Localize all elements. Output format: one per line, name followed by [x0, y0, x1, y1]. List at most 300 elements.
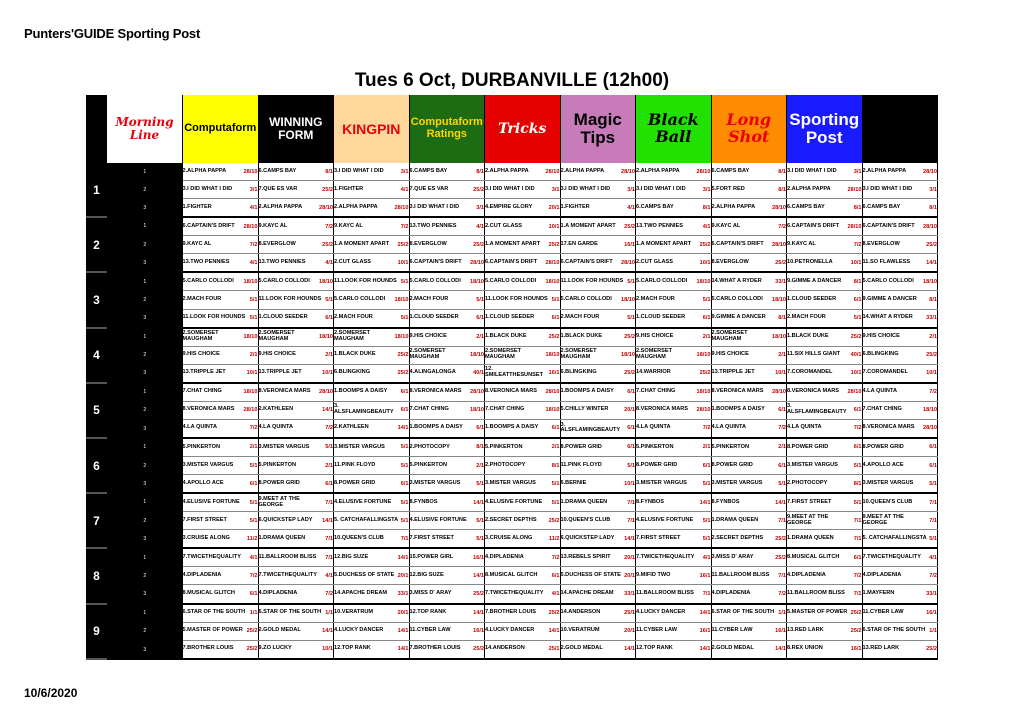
odds: 33/1 — [775, 278, 786, 285]
tip-cell — [334, 457, 410, 475]
horse-name: 1.A MOMENT APART — [334, 240, 390, 247]
tip-cell — [183, 567, 259, 585]
tip-cell — [334, 181, 410, 199]
odds: 7/1 — [778, 517, 786, 524]
horse-name: 6.CAMPS BAY — [787, 203, 825, 210]
tip-cell — [636, 567, 712, 585]
odds: 25/2 — [699, 241, 711, 248]
odds: 2/1 — [249, 444, 258, 451]
selection-number: 3 — [107, 254, 183, 273]
tip-cell — [560, 217, 636, 236]
column-header-line: Post — [805, 128, 843, 147]
selection-number: 1 — [107, 383, 183, 402]
tip-cell — [183, 181, 259, 199]
tip-cell — [862, 419, 938, 438]
tip-cell-content — [183, 218, 258, 235]
tip-cell — [862, 254, 938, 273]
tip-cell — [560, 236, 636, 254]
tip-cell — [711, 328, 787, 347]
table-row — [86, 181, 938, 199]
odds: 4/1 — [249, 204, 258, 211]
odds: 18/10 — [319, 334, 333, 341]
horse-name: 14.WHAT A RYDER — [711, 277, 762, 284]
horse-name: 9.HIS CHOICE — [636, 333, 674, 340]
tip-cell — [258, 199, 334, 218]
tip-cell — [787, 622, 863, 640]
horse-name: 1.BLACK DUKE — [485, 333, 527, 340]
tip-cell-content — [259, 439, 334, 456]
tip-cell-content — [183, 384, 258, 401]
tip-cell-content — [712, 254, 787, 271]
tip-cell — [258, 383, 334, 402]
odds: 16/1 — [926, 610, 937, 617]
tip-cell-content — [334, 567, 409, 584]
tip-cell — [183, 401, 259, 419]
odds: 10/1 — [850, 259, 862, 266]
tip-cell — [862, 622, 938, 640]
horse-name: 9.MEET AT THE GEORGE — [787, 513, 829, 526]
horse-name: 12. SMILEATTHESUNSET — [485, 366, 544, 379]
horse-name: 6.CAPTAIN'S DRIFT — [182, 222, 235, 229]
column-header-line: Computaform — [410, 116, 483, 129]
tip-cell-content — [183, 457, 258, 474]
table-row — [86, 272, 938, 291]
tip-cell-content — [259, 365, 334, 382]
odds: 7/1 — [853, 590, 862, 597]
horse-name: 3. ALSFLAMINGBEAUTY — [334, 403, 394, 416]
tip-cell-content — [485, 512, 560, 529]
odds: 5/1 — [929, 480, 937, 487]
horse-name: 3.MISTER VARGUS — [862, 479, 914, 486]
tip-cell-content — [183, 512, 258, 529]
tip-cell — [258, 419, 334, 438]
tip-cell-content — [787, 494, 862, 511]
table-row — [86, 401, 938, 419]
odds: 2/1 — [702, 444, 711, 451]
tip-cell — [183, 419, 259, 438]
tip-cell — [787, 640, 863, 659]
odds: 25/2 — [246, 646, 258, 653]
tip-cell — [711, 364, 787, 383]
tip-cell-content — [334, 181, 409, 198]
tip-cell-content — [636, 605, 711, 622]
tip-cell — [862, 236, 938, 254]
horse-name: 10.VERATRUM — [334, 609, 374, 616]
horse-name: 8.POWER GRID — [334, 479, 376, 486]
odds: 1/1 — [249, 610, 258, 617]
tip-cell-content — [183, 567, 258, 584]
odds: 18/10 — [545, 352, 560, 359]
tip-cell — [787, 364, 863, 383]
horse-name: 9.HIS CHOICE — [182, 351, 220, 358]
tip-cell — [409, 309, 485, 328]
tip-cell-content — [561, 163, 636, 180]
tip-cell — [258, 512, 334, 530]
horse-name: 13.TRIPPLE JET — [182, 369, 226, 376]
horse-name: 4.LA QUINTA — [182, 424, 217, 431]
tip-cell-content — [863, 585, 938, 602]
horse-name: 12.TOP RANK — [636, 645, 673, 652]
odds: 3/1 — [929, 186, 937, 193]
tip-cell — [711, 217, 787, 236]
tip-cell-content — [485, 254, 560, 271]
horse-name: 6.STAR OF THE SOUTH — [711, 609, 775, 616]
horse-name: 5.PINKERTON — [636, 443, 674, 450]
odds: 2/1 — [476, 334, 484, 341]
odds: 25/2 — [473, 186, 484, 193]
tip-cell — [862, 383, 938, 402]
tip-cell — [334, 217, 410, 236]
horse-name: 2.SECRET DEPTHS — [711, 534, 764, 541]
tip-cell — [862, 457, 938, 475]
tip-cell-content — [485, 530, 560, 547]
tip-cell — [183, 383, 259, 402]
tip-cell-content — [787, 310, 862, 327]
odds: 5/1 — [627, 315, 635, 322]
tip-cell-content — [863, 402, 938, 419]
tip-cell-content — [787, 365, 862, 382]
horse-name: 5.CHILLY WINTER — [560, 406, 609, 413]
tip-cell — [409, 383, 485, 402]
horse-name: 1.A MOMENT APART — [560, 222, 616, 229]
table-row — [86, 199, 938, 218]
horse-name: 5.CARLO COLLODI — [560, 296, 612, 303]
horse-name: 6.CAPTAIN'S DRIFT — [787, 222, 840, 229]
tip-cell — [636, 640, 712, 659]
odds: 6/1 — [551, 425, 560, 432]
odds: 7/2 — [853, 425, 862, 432]
selection-number: 1 — [107, 548, 183, 567]
horse-name: 2.MACH FOUR — [182, 296, 222, 303]
tip-cell-content — [787, 623, 862, 640]
odds: 6/1 — [400, 480, 409, 487]
odds: 25/2 — [322, 241, 333, 248]
tip-cell-content — [712, 163, 787, 180]
horse-name: 3.MISS D' ARAY — [409, 590, 452, 597]
tip-cell — [183, 622, 259, 640]
table-row — [86, 254, 938, 273]
horse-name: 5.PINKERTON — [258, 461, 297, 468]
odds: 25/2 — [322, 186, 333, 193]
horse-name: 7.CHAT CHING — [636, 388, 676, 395]
column-header-line: Sporting — [789, 110, 860, 130]
tip-cell — [636, 530, 712, 549]
tip-cell-content — [712, 512, 787, 529]
tip-cell — [334, 475, 410, 494]
tip-cell-content — [787, 199, 862, 216]
odds: 6/1 — [249, 590, 258, 597]
tip-cell — [560, 530, 636, 549]
odds: 7/2 — [778, 425, 786, 432]
tip-cell-content — [334, 291, 409, 308]
odds: 1/1 — [929, 628, 937, 635]
tip-cell-content — [334, 329, 409, 346]
tip-cell-content — [561, 273, 636, 290]
tip-cell-content — [561, 457, 636, 474]
tip-cell-content — [410, 623, 485, 640]
horse-name: 5.CARLO COLLODI — [862, 277, 914, 284]
horse-name: 2.MACH FOUR — [787, 314, 826, 321]
tip-cell — [862, 438, 938, 457]
horse-name: 3.MISTER VARGUS — [258, 443, 310, 450]
tip-cell-content — [334, 163, 409, 180]
odds: 28/10 — [772, 389, 786, 396]
tip-cell — [560, 328, 636, 347]
tip-cell — [787, 530, 863, 549]
horse-name: 2.MACH FOUR — [636, 296, 675, 303]
tip-cell-content — [183, 347, 258, 364]
horse-name: 3.I DID WHAT I DID — [182, 185, 233, 192]
tip-cell-content — [636, 347, 711, 364]
horse-name: 8.EVERGLOW — [258, 240, 296, 247]
horse-name: 6.CAMPS BAY — [258, 167, 297, 174]
tip-cell — [409, 548, 485, 567]
horse-name: 5.CARLO COLLODI — [409, 277, 461, 284]
tip-cell-content — [183, 623, 258, 640]
odds: 25/2 — [850, 334, 862, 341]
odds: 7/1 — [627, 517, 635, 524]
horse-name: 1.CLOUD SEEDER — [485, 314, 535, 321]
tip-cell — [787, 567, 863, 585]
tip-cell — [485, 346, 561, 364]
tip-cell — [711, 622, 787, 640]
tip-cell — [711, 346, 787, 364]
horse-name: 11.LOOK FOR HOUNDS — [182, 314, 246, 321]
tip-cell-content — [712, 402, 787, 419]
horse-name: 7.COROMANDEL — [787, 369, 833, 376]
tip-cell — [409, 567, 485, 585]
tip-cell-content — [334, 641, 409, 658]
odds: 28/10 — [923, 223, 937, 230]
odds: 25/2 — [926, 352, 937, 359]
tip-cell-content — [636, 365, 711, 382]
tip-cell — [409, 604, 485, 623]
tip-cell — [183, 254, 259, 273]
tip-cell-content — [259, 384, 334, 401]
tip-cell-content — [334, 236, 409, 253]
tip-cell — [636, 364, 712, 383]
tip-cell — [183, 163, 259, 181]
tip-cell — [636, 272, 712, 291]
horse-name: 9.KAYC AL — [182, 240, 212, 247]
tip-cell-content — [259, 402, 334, 419]
horse-name: 3.I DID WHAT I DID — [334, 167, 384, 174]
tip-cell-content — [410, 605, 485, 622]
tip-cell-content — [259, 457, 334, 474]
tip-cell-content — [561, 347, 636, 364]
horse-name: 11.SIX HILLS GIANT — [787, 351, 841, 358]
tip-cell-content — [410, 585, 485, 602]
tip-cell — [560, 457, 636, 475]
tip-cell-content — [636, 567, 711, 584]
horse-name: 7.TWICETHEQUALITY — [862, 553, 921, 560]
tip-cell — [334, 567, 410, 585]
odds: 3/1 — [476, 204, 484, 211]
horse-name: 13.RED LARK — [862, 645, 900, 652]
odds: 6/1 — [853, 554, 862, 561]
tip-cell-content — [561, 254, 636, 271]
odds: 6/1 — [400, 389, 409, 396]
horse-name: 12.BIG SUZE — [334, 553, 369, 560]
horse-name: 2.SOMERSET MAUGHAM — [485, 348, 522, 361]
odds: 28/10 — [772, 204, 786, 211]
odds: 7/2 — [551, 554, 560, 561]
horse-name: 1.A MOMENT APART — [636, 240, 692, 247]
tip-cell — [636, 254, 712, 273]
horse-name: 17.EN GARDE — [560, 240, 598, 247]
tip-cell — [711, 272, 787, 291]
horse-name: 2.GOLD MEDAL — [711, 645, 754, 652]
selection-number: 1 — [107, 493, 183, 512]
horse-name: 2.ALPHA PAPPA — [636, 167, 680, 174]
table-row — [86, 236, 938, 254]
odds: 6/1 — [551, 572, 560, 579]
tip-cell-content — [561, 236, 636, 253]
tip-cell — [485, 163, 561, 181]
selection-number: 3 — [107, 475, 183, 494]
horse-name: 2.GOLD MEDAL — [258, 627, 301, 634]
selection-number: 1 — [107, 604, 183, 623]
horse-name: 4.LA QUINTA — [787, 424, 822, 431]
tip-cell-content — [636, 494, 711, 511]
odds: 18/10 — [621, 296, 635, 303]
tip-cell-content — [712, 218, 787, 235]
tip-cell — [787, 475, 863, 494]
tip-cell — [636, 346, 712, 364]
tip-cell — [636, 622, 712, 640]
tip-cell-content — [410, 641, 485, 658]
tip-cell — [409, 419, 485, 438]
tip-cell — [711, 475, 787, 494]
tip-cell — [862, 272, 938, 291]
horse-name: 5. CATCHAFALLINGSTA — [334, 516, 399, 523]
tip-cell — [862, 548, 938, 567]
horse-name: 2.PHOTOCOPY — [409, 443, 450, 450]
horse-name: 11.CYBER LAW — [862, 609, 904, 616]
odds: 10/1 — [322, 646, 333, 653]
horse-name: 1.MAYFERN — [862, 590, 895, 597]
tip-cell-content — [787, 605, 862, 622]
tip-cell-content — [561, 641, 636, 658]
horse-name: 3.MISTER VARGUS — [636, 479, 687, 486]
odds: 8/1 — [551, 462, 560, 469]
tip-cell — [485, 419, 561, 438]
tip-cell — [485, 548, 561, 567]
tip-cell-content — [561, 567, 636, 584]
tip-cell — [560, 493, 636, 512]
tip-cell-content — [863, 623, 938, 640]
tip-cell — [636, 604, 712, 623]
tip-cell — [711, 163, 787, 181]
odds: 10/1 — [926, 370, 937, 377]
odds: 5/1 — [249, 315, 258, 322]
horse-name: 7.CHAT CHING — [862, 406, 902, 413]
odds: 14/1 — [473, 572, 484, 579]
tip-cell — [183, 272, 259, 291]
odds: 4/1 — [249, 554, 258, 561]
odds: 5/1 — [325, 296, 333, 303]
horse-name: 9.HIS CHOICE — [409, 333, 447, 340]
odds: 5/1 — [929, 535, 937, 542]
horse-name: 2.CUT GLASS — [485, 222, 522, 229]
tip-cell-content — [485, 457, 560, 474]
horse-name: 14.WHAT A RYDER — [862, 314, 913, 321]
tip-cell — [334, 604, 410, 623]
odds: 8/1 — [476, 444, 484, 451]
horse-name: 1.BOOMPS A DAISY — [334, 388, 388, 395]
selection-number: 2 — [107, 512, 183, 530]
horse-name: 2.ALPHA PAPPA — [711, 203, 756, 210]
odds: 5/1 — [400, 499, 409, 506]
tip-cell — [183, 346, 259, 364]
odds: 28/10 — [319, 389, 333, 396]
tip-cell — [711, 530, 787, 549]
tip-cell — [711, 254, 787, 273]
tip-cell-content — [183, 365, 258, 382]
tip-cell — [711, 199, 787, 218]
tip-cell — [711, 383, 787, 402]
horse-name: 4.DIPLADENIA — [862, 571, 902, 578]
odds: 7/2 — [249, 425, 258, 432]
table-row — [86, 346, 938, 364]
tips-grid — [86, 95, 938, 660]
odds: 7/1 — [325, 535, 333, 542]
tip-cell — [183, 438, 259, 457]
tip-cell — [636, 401, 712, 419]
horse-name: 9.ZO LUCKY — [258, 645, 292, 652]
tip-cell-content — [787, 475, 862, 492]
tip-cell-content — [561, 310, 636, 327]
horse-name: 1.BLACK DUKE — [787, 333, 829, 340]
horse-name: 7.TWICETHEQUALITY — [485, 590, 544, 597]
tip-cell-content — [712, 347, 787, 364]
horse-name: 11.LOOK FOR HOUNDS — [334, 277, 397, 284]
odds: 28/10 — [621, 259, 635, 266]
tip-cell — [560, 254, 636, 273]
tip-cell — [862, 364, 938, 383]
tip-cell — [485, 383, 561, 402]
tip-cell — [258, 163, 334, 181]
horse-name: 7.QUE ES VAR — [258, 185, 298, 192]
tip-cell-content — [636, 199, 711, 216]
horse-name: 1.BLACK DUKE — [334, 351, 376, 358]
tip-cell — [560, 475, 636, 494]
tip-cell-content — [334, 254, 409, 271]
tip-cell-content — [410, 347, 485, 364]
odds: 18/10 — [545, 278, 560, 285]
tip-cell-content — [259, 273, 334, 290]
horse-name: 7.FIRST STREET — [409, 534, 454, 541]
odds: 6/1 — [702, 315, 711, 322]
page-title: Tues 6 Oct, DURBANVILLE (12h00) — [354, 70, 670, 91]
tip-cell — [409, 585, 485, 604]
odds: 25/2 — [548, 241, 560, 248]
tip-cell-content — [561, 605, 636, 622]
horse-name: 6.CAMPS BAY — [862, 203, 901, 210]
horse-name: 3.I DID WHAT I DID — [560, 185, 611, 192]
odds: 7/2 — [249, 572, 258, 579]
odds: 14/1 — [548, 628, 560, 635]
tip-cell-content — [410, 199, 485, 216]
table-row — [86, 622, 938, 640]
horse-name: 13.REBELS SPIRIT — [560, 553, 611, 560]
horse-name: 5.PINKERTON — [182, 443, 221, 450]
horse-name: 8.EVERGLOW — [862, 240, 900, 247]
tip-cell — [862, 530, 938, 549]
tip-cell — [409, 346, 485, 364]
tip-cell — [711, 401, 787, 419]
selection-number: 3 — [107, 640, 183, 659]
